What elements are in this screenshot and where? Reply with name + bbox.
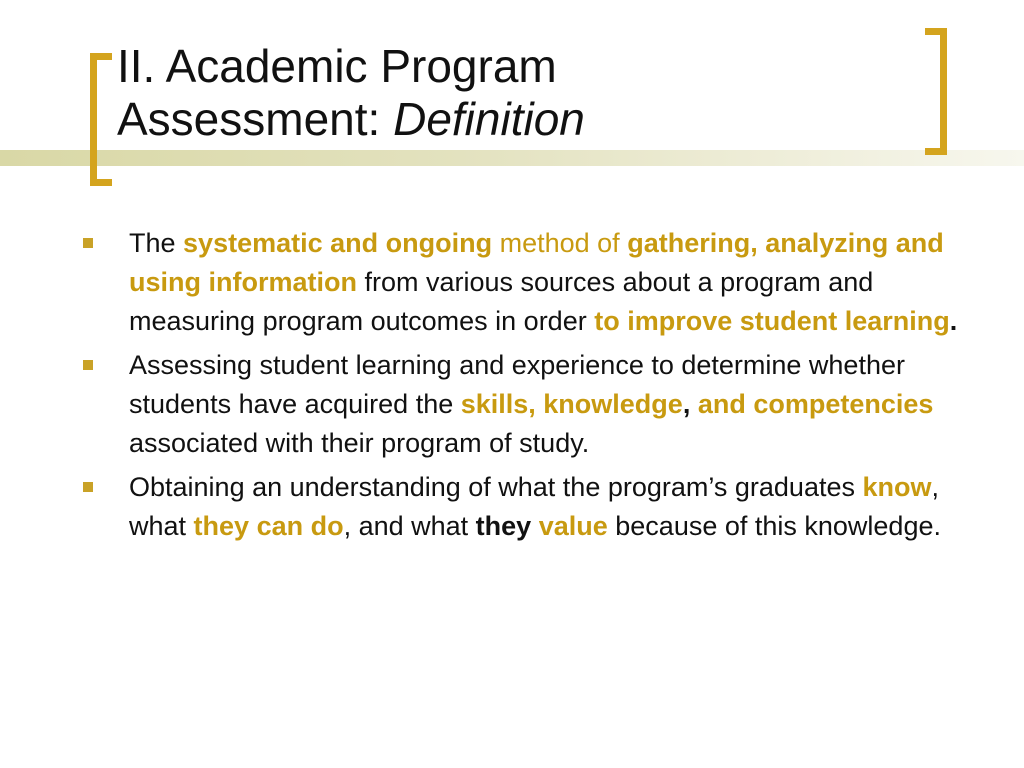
right-bracket-decoration (925, 28, 947, 155)
bullet-segment: , and what (343, 511, 476, 541)
bullet-segment: , what (129, 472, 940, 541)
bullet-segment (531, 511, 539, 541)
bullet-text (129, 228, 957, 336)
bullet-highlight: and competencies (697, 389, 934, 419)
bullet-segment: . (949, 306, 958, 336)
bullet-segment: The (129, 228, 184, 258)
title-line-2 (117, 93, 917, 146)
bullet-segment: Assessing student learning and experience to determine whether students have acquired the (129, 350, 905, 419)
bullet-segment (492, 228, 500, 258)
bullet-list (80, 224, 1000, 551)
title-line-2-text: Assessment: (117, 93, 394, 145)
bullet-segment: from various sources about a program and measuring program outcomes in order (129, 267, 874, 336)
bullet-item (80, 224, 1000, 341)
title-line-1: II. Academic Program (117, 40, 557, 92)
bullet-text (129, 472, 941, 541)
slide-title (117, 40, 917, 146)
bullet-segment: they (475, 511, 532, 541)
bullet-highlight: skills, knowledge (460, 389, 683, 419)
left-bracket-decoration (90, 53, 112, 186)
bullet-square-icon (83, 238, 93, 248)
bullet-text (129, 350, 933, 458)
bullet-segment: Obtaining an understanding of what the program’s graduates (129, 472, 863, 502)
title-decoration-bar (0, 150, 1024, 166)
bullet-item (80, 346, 1000, 463)
bullet-segment: associated with their program of study. (129, 428, 590, 458)
bullet-segment: because of this knowledge. (607, 511, 941, 541)
bullet-segment (690, 389, 698, 419)
bullet-highlight: know (862, 472, 932, 502)
bullet-square-icon (83, 360, 93, 370)
bullet-segment: method of (499, 228, 620, 258)
bullet-square-icon (83, 482, 93, 492)
bullet-highlight: they can do (193, 511, 344, 541)
bullet-highlight: systematic and ongoing (183, 228, 493, 258)
title-emphasis: Definition (393, 93, 585, 145)
bullet-item (80, 468, 1000, 546)
bullet-segment: , (682, 389, 691, 419)
bullet-highlight: gathering, analyzing and using information (129, 228, 944, 297)
bullet-highlight: value (538, 511, 608, 541)
bullet-highlight: to improve student learning (594, 306, 950, 336)
